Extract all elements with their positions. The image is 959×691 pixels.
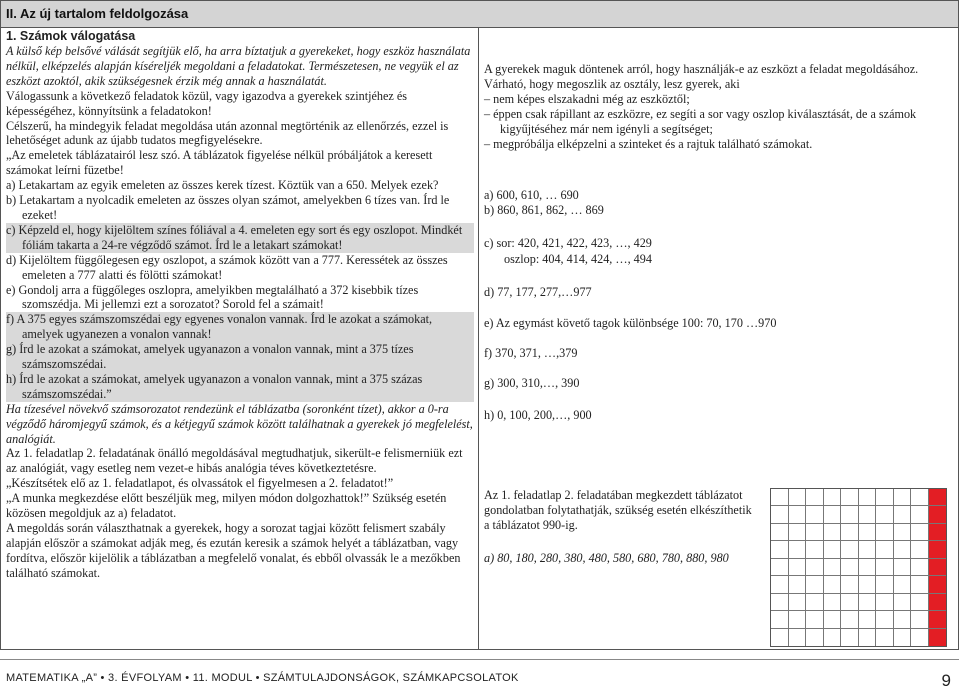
table-cell (876, 489, 894, 506)
table-cell (771, 559, 789, 576)
section-header-title: II. Az új tartalom feldolgozása (6, 6, 189, 21)
table-cell (876, 611, 894, 628)
table-cell (929, 611, 947, 628)
table-cell (789, 576, 807, 593)
table-cell (771, 489, 789, 506)
table-cell (824, 559, 842, 576)
paragraph-solution: A megoldás során választhatnak a gyerekek, hogy a sorozat tagjai között felismert szabály alapján először a számokat adják meg, és ezután keresik a számok helyét a táblázatban, vagy fordítva, először kijelölik a táblázatban a megfelelő vonalat, és ebből olvassák le a mezőkben található számokat. (6, 521, 461, 580)
table-cell (859, 559, 877, 576)
paragraph-task2: Az 1. feladatlap 2. feladatának önálló megoldásával megtudhatjuk, sikerült-e felismerniük ezt az analógiát, vagy esetleg nem vezet-e hibás analógia téves következtetésre. (6, 446, 463, 476)
paragraph-prepare: „Készítsétek elő az 1. feladatlapot, és olvassátok el figyelmesen a 2. feladatot!” (6, 476, 394, 491)
table-cell (929, 576, 947, 593)
table-cell (894, 489, 912, 506)
table-cell (824, 541, 842, 558)
table-cell (824, 629, 842, 646)
table-cell (859, 576, 877, 593)
table-cell (894, 594, 912, 611)
note-dash3: – megpróbálja elképzelni a szinteket és a rajtuk található számokat. (484, 136, 813, 151)
table-cell (859, 594, 877, 611)
table-cell (771, 611, 789, 628)
task-b: b) Letakartam a nyolcadik emeleten az összes olyan számot, amelyekben 6 tízes van. Írd le ezeket! (6, 193, 450, 222)
table-cell (929, 489, 947, 506)
table-cell (806, 576, 824, 593)
answer-c-column: oszlop: 404, 414, 424, …, 494 (504, 252, 652, 266)
table-cell (841, 524, 859, 541)
table-cell (771, 576, 789, 593)
table-cell (789, 629, 807, 646)
table-cell (824, 594, 842, 611)
answer-f: f) 370, 371, …,379 (484, 346, 578, 360)
table-cell (771, 594, 789, 611)
table-cell (859, 524, 877, 541)
intro-note: A külső kép belsővé válását segítjük elő, ha arra bíztatjuk a gyerekeket, hogy eszköz használata nélkül, elképzelés alapján kíséreljék megoldani a feladatokat. Természetesen, ne vegyük el az eszközt azoktól, akik szükségesnek érzik még annak a használatát. (6, 44, 471, 88)
note-p1: A gyerekek maguk döntenek arról, hogy használják-e az eszközt a feladat megoldásához. (484, 62, 919, 76)
table-cell (911, 629, 929, 646)
answer-d: d) 77, 177, 277,…977 (484, 285, 592, 299)
table-cell (876, 524, 894, 541)
table-cell (911, 559, 929, 576)
table-cell (859, 489, 877, 506)
left-column (6, 29, 474, 581)
table-cell (771, 629, 789, 646)
table-cell (824, 524, 842, 541)
task-g: g) Írd le azokat a számokat, amelyek ugyanazon a vonalon vannak, mint a 375 tízes számszomszédai. (6, 342, 474, 372)
table-cell (911, 611, 929, 628)
table-cell (806, 629, 824, 646)
page-number: 9 (941, 671, 951, 690)
table-cell (841, 541, 859, 558)
table-cell (876, 506, 894, 523)
table-cell (911, 524, 929, 541)
analogy-note: Ha tízesével növekvő számsorozatot rendezünk el táblázatba (soronként tízet), akkor a 0-ra végződő háromjegyű számok, és a kétjegyű számok között találhatnak a gyerekek jó megfelelést, analógiát. (6, 401, 473, 446)
table-cell (806, 506, 824, 523)
table-cell (806, 524, 824, 541)
footer-rule (0, 659, 959, 660)
task-c: c) Képzeld el, hogy kijelöltem színes fóliával a 4. emeleten egy sort és egy oszlopot. Mindkét fóliám takarta a 24-re végződő számot. Írd le a letakart számokat! (6, 223, 474, 253)
table-cell (894, 541, 912, 558)
table-cell (929, 506, 947, 523)
table-cell (789, 541, 807, 558)
answer-b: b) 860, 861, 862, … 869 (484, 203, 604, 217)
column-divider (478, 28, 479, 650)
table-cell (894, 629, 912, 646)
answer-c-row: c) sor: 420, 421, 422, 423, …, 429 (484, 236, 652, 250)
table-cell (894, 576, 912, 593)
table-cell (859, 541, 877, 558)
table-cell (806, 559, 824, 576)
answer-e: e) Az egymást követő tagok különbsége 100: 70, 170 …970 (484, 316, 777, 330)
table-cell (876, 541, 894, 558)
worksheet-answer: a) 80, 180, 280, 380, 480, 580, 680, 780, 880, 980 (484, 551, 729, 565)
table-cell (841, 594, 859, 611)
table-cell (789, 524, 807, 541)
table-cell (894, 559, 912, 576)
table-cell (911, 541, 929, 558)
table-cell (911, 594, 929, 611)
table-cell (911, 576, 929, 593)
worksheet-note: Az 1. feladatlap 2. feladatában megkezdett táblázatot gondolatban folytathatják, szükség esetén elkészíthetik a táblázatot 990-ig. (484, 488, 752, 532)
table-cell (911, 489, 929, 506)
right-notes (484, 62, 954, 151)
task-a: a) Letakartam az egyik emeleten az összes kerek tízest. Köztük van a 650. Melyek ezek? (6, 178, 439, 193)
subsection-title: 1. Számok válogatása (6, 29, 136, 43)
table-cell (771, 506, 789, 523)
table-cell (841, 576, 859, 593)
table-cell (929, 629, 947, 646)
table-cell (894, 611, 912, 628)
table-cell (824, 489, 842, 506)
table-cell (841, 559, 859, 576)
table-cell (806, 594, 824, 611)
table-cell (789, 559, 807, 576)
task-e: e) Gondolj arra a függőleges oszlopra, amelyikben megtalálható a 372 kisebbik tízes szomszédja. Mi jellemzi ezt a sorozatot? Sorold fel a számait! (6, 282, 419, 312)
section-header (0, 0, 959, 28)
answer-a: a) 600, 610, … 690 (484, 188, 579, 202)
note-p2: Várható, hogy megoszlik az osztály, lesz gyerek, aki (484, 76, 740, 91)
table-cell (824, 611, 842, 628)
table-cell (929, 524, 947, 541)
paragraph-quote: „Az emeletek táblázatairól lesz szó. A táblázatok figyelése nélkül próbáljátok a keresett számokat leírni füzetbe! (6, 148, 433, 178)
table-cell (859, 611, 877, 628)
table-cell (771, 541, 789, 558)
task-f: f) A 375 egyes számszomszédai egy egyenes vonalon vannak. Írd le azokat a számokat, amelyek ugyanezen a vonalon vannak! (6, 312, 474, 342)
table-cell (894, 506, 912, 523)
table-cell (789, 489, 807, 506)
task-h: h) Írd le azokat a számokat, amelyek ugyanazon a vonalon vannak, mint a 375 százas számszomszédai.” (6, 372, 474, 402)
table-cell (929, 541, 947, 558)
number-table-figure (770, 488, 947, 647)
note-dash1: – nem képes elszakadni még az eszköztől; (484, 91, 690, 106)
table-cell (824, 506, 842, 523)
table-cell (841, 489, 859, 506)
table-cell (929, 559, 947, 576)
table-cell (876, 559, 894, 576)
table-cell (859, 629, 877, 646)
table-cell (911, 506, 929, 523)
footer-text: MATEMATIKA „A” • 3. ÉVFOLYAM • 11. MODUL • SZÁMTULAJDONSÁGOK, SZÁMKAPCSOLATOK (6, 672, 519, 684)
table-cell (876, 576, 894, 593)
table-cell (894, 524, 912, 541)
table-cell (806, 489, 824, 506)
table-cell (789, 506, 807, 523)
table-cell (876, 629, 894, 646)
task-d: d) Kijelöltem függőlegesen egy oszlopot, a számok között van a 777. Keressétek az összes emeleten a 777 alatti és fölötti számokat! (6, 252, 448, 282)
paragraph-goal: Célszerű, ha mindegyik feladat megoldása után azonnal megtörténik az ellenőrzés, ezzel is lehetőséget adunk az újabb tudatos megfigyelésekre. (6, 118, 449, 148)
table-cell (789, 611, 807, 628)
answer-g: g) 300, 310,…, 390 (484, 376, 580, 390)
table-cell (841, 506, 859, 523)
table-cell (806, 611, 824, 628)
table-cell (771, 524, 789, 541)
table-cell (841, 611, 859, 628)
table-cell (789, 594, 807, 611)
table-cell (876, 594, 894, 611)
paragraph-start: „A munka megkezdése előtt beszéljük meg, milyen módon dolgozhattok!” Szükség esetén közösen megoldjuk az a) feladatot. (6, 491, 447, 521)
table-cell (859, 506, 877, 523)
note-dash2: – éppen csak rápillant az eszközre, ez segíti a sor vagy oszlop kiválasztását, de a számok kigyűjtéséhez már nem igényli a segítséget; (484, 106, 917, 136)
table-cell (824, 576, 842, 593)
table-cell (841, 629, 859, 646)
table-cell (929, 594, 947, 611)
table-cell (806, 541, 824, 558)
paragraph-select: Válogassunk a következő feladatok közül, vagy igazodva a gyerekek szintjéhez és képességéhez, könnyítsünk a feladatokon! (6, 88, 408, 118)
answer-h: h) 0, 100, 200,…, 900 (484, 408, 592, 422)
